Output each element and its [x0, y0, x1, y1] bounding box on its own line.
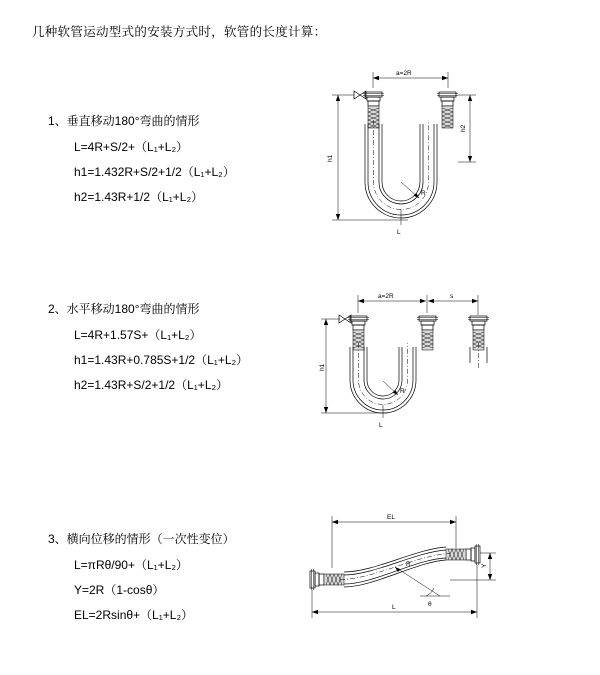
section-2-formula-3: h2=1.43R+S/2+1/2（L₁+L₂） — [74, 378, 229, 392]
figure-1-vertical-180 — [318, 62, 498, 262]
figure-2-top-dim2-label: s — [450, 293, 454, 300]
section-1-text — [48, 112, 235, 213]
section-2-title: 2、水平移动180°弯曲的情形 — [48, 302, 200, 316]
figure-3-lateral-offset — [300, 508, 500, 628]
figure-1-h1-label: h1 — [327, 154, 334, 162]
section-3-text — [48, 530, 235, 631]
figure-3-radius-label: R — [406, 561, 411, 568]
section-2-formula-1: L=4R+1.57S+（L₁+L₂） — [74, 328, 202, 342]
section-3-formula-3: EL=2Rsinθ+（L₁+L₂） — [74, 608, 194, 622]
figure-3-bottom-label: L — [392, 604, 396, 611]
section-3-formula-1: L=πRθ/90+（L₁+L₂） — [74, 558, 189, 572]
section-2-text — [48, 300, 248, 401]
figure-1-radius-label: R — [421, 190, 426, 197]
section-3-formula-2: Y=2R（1-cosθ） — [74, 583, 165, 597]
figure-2-bottom-label: L — [379, 422, 383, 429]
section-3-title: 3、横向位移的情形（一次性变位） — [48, 532, 235, 546]
page-title: 几种软管运动型式的安装方式时，软管的长度计算： — [32, 25, 327, 39]
figure-3-y-label: Y — [481, 563, 488, 568]
section-2-formula-2: h1=1.43R+0.785S+1/2（L₁+L₂） — [74, 353, 249, 367]
figure-2-horizontal-180 — [316, 285, 506, 445]
section-1-formula-2: h1=1.432R+S/2+1/2（L₁+L₂） — [74, 165, 235, 179]
figure-2-h1-label: h1 — [319, 363, 326, 371]
figure-1-top-dim-label: a=2R — [396, 70, 412, 77]
figure-3-top-dim-label: EL — [387, 514, 395, 521]
figure-1-h2-label: h2 — [460, 124, 467, 132]
figure-1-bottom-label: L — [397, 229, 401, 236]
section-1-formula-1: L=4R+S/2+（L₁+L₂） — [74, 140, 189, 154]
section-1-formula-3: h2=1.43R+1/2（L₁+L₂） — [74, 190, 204, 204]
figure-3-angle-label: θ — [428, 601, 432, 608]
figure-2-top-dim-label: a=2R — [378, 293, 394, 300]
figure-2-radius-label: R — [400, 388, 405, 395]
section-1-title: 1、垂直移动180°弯曲的情形 — [48, 114, 200, 128]
